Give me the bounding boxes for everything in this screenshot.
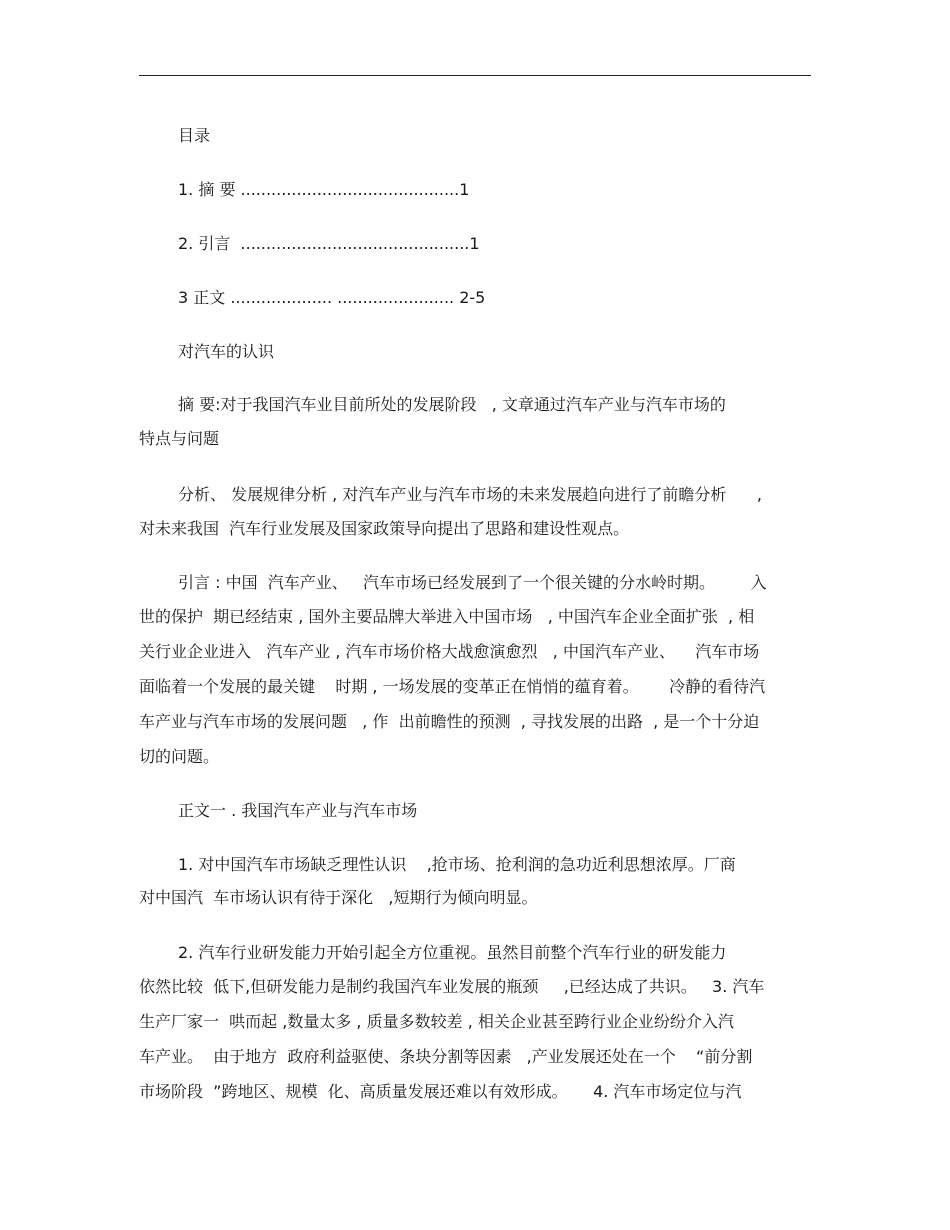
point2-line-2: 依然比较 低下,但研发能力是制约我国汽车业发展的瓶颈 ,已经达成了共识。 3. 汽车	[139, 977, 765, 996]
point2-line-4: 车产业。 由于地方 政府利益驱使、条块分割等因素 ,产业发展还处在一个 “前分割	[139, 1047, 753, 1066]
analysis-line-1: 分析、 发展规律分析 , 对汽车产业与汽车市场的未来发展趋向进行了前瞻分析 ,	[178, 485, 762, 504]
abstract-line-1: 摘 要:对于我国汽车业目前所处的发展阶段 , 文章通过汽车产业与汽车市场的	[178, 395, 726, 414]
article-title: 对汽车的认识	[178, 342, 275, 361]
point1-line-2: 对中国汽 车市场认识有待于深化 ,短期行为倾向明显。	[139, 888, 538, 907]
point2-line-5: 市场阶段 ”跨地区、规模 化、高质量发展还难以有效形成。 4. 汽车市场定位与汽	[139, 1082, 742, 1101]
abstract-line-2: 特点与问题	[139, 429, 220, 448]
toc-entry-abstract: 1. 摘 要 ...........................................1	[178, 180, 470, 199]
intro-line-1: 引言 : 中国 汽车产业、 汽车市场已经发展到了一个很关键的分水岭时期。 入	[178, 573, 767, 592]
intro-line-2: 世的保护 期已经结束 , 国外主要品牌大举进入中国市场 , 中国汽车企业全面扩张 , 相	[139, 607, 755, 626]
point2-line-1: 2. 汽车行业研发能力开始引起全方位重视。虽然目前整个汽车行业的研发能力	[178, 943, 727, 962]
toc-entry-intro: 2. 引言 .............................................1	[178, 234, 480, 253]
intro-line-5: 车产业与汽车市场的发展问题 , 作 出前瞻性的预测 , 寻找发展的出路 , 是一个十分迫	[139, 712, 760, 731]
analysis-line-2: 对未来我国 汽车行业发展及国家政策导向提出了思路和建设性观点。	[139, 519, 630, 538]
header-rule	[139, 75, 811, 76]
point2-line-3: 生产厂家一 哄而起 ,数量太多 , 质量多数较差 , 相关企业甚至跨行业企业纷纷介入汽	[139, 1012, 734, 1031]
body-heading: 正文一 . 我国汽车产业与汽车市场	[178, 801, 418, 820]
intro-line-6: 切的问题。	[139, 747, 220, 766]
point1-line-1: 1. 对中国汽车市场缺乏理性认识 ,抢市场、抢利润的急功近利思想浓厚。厂商	[178, 855, 736, 874]
intro-line-3: 关行业企业进入 汽车产业 , 汽车市场价格大战愈演愈烈 , 中国汽车产业、 汽车市场	[139, 642, 760, 661]
intro-line-4: 面临着一个发展的最关键 时期 , 一场发展的变革正在悄悄的蕴育着。 冷静的看待汽	[139, 677, 766, 696]
toc-entry-body: 3 正文 .................... ....................... 2-5	[178, 288, 486, 307]
toc-title: 目录	[178, 126, 211, 145]
